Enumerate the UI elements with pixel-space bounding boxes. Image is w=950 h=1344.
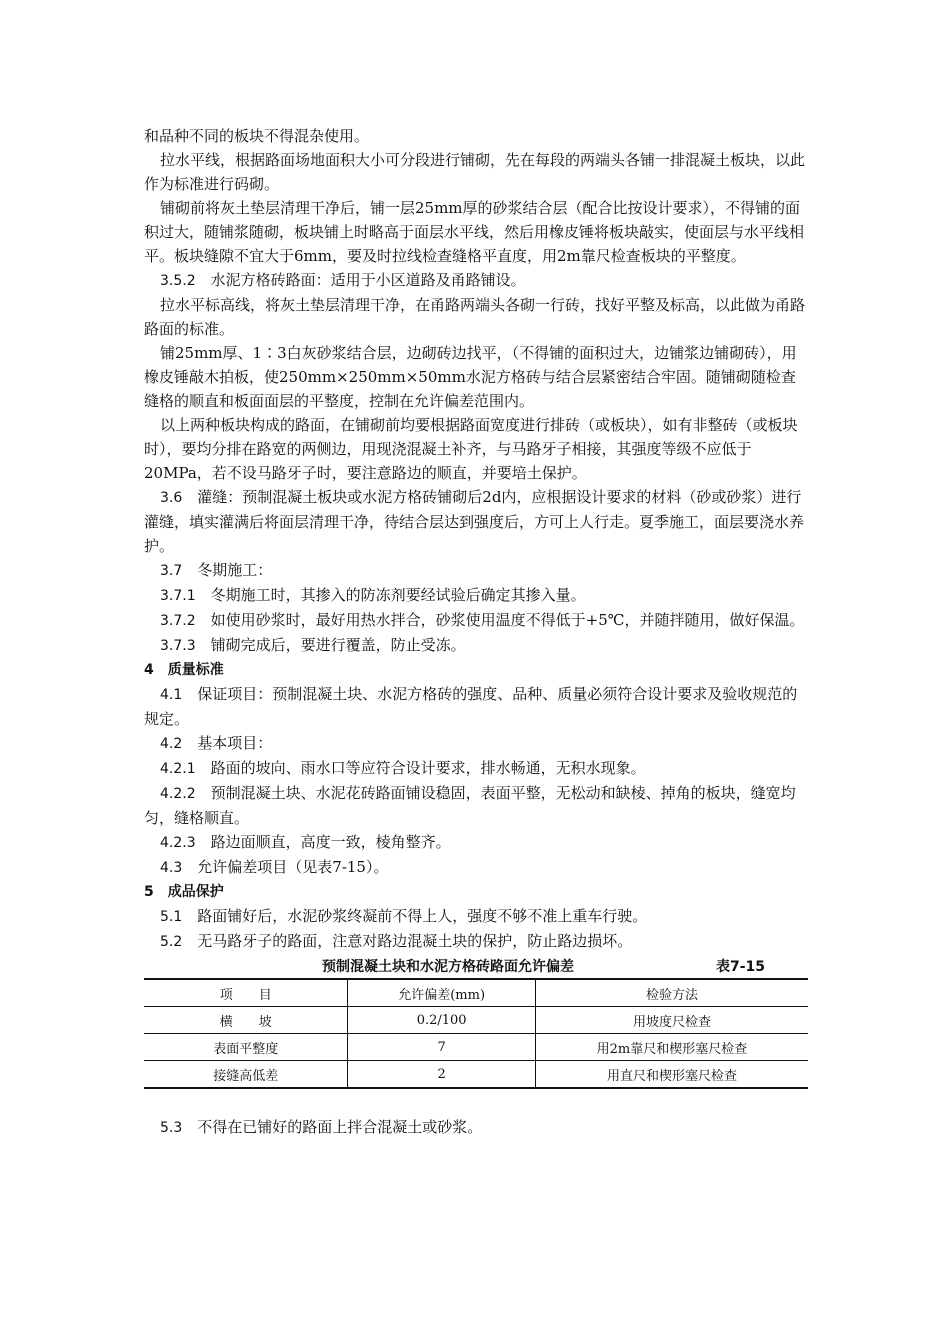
section-3-6: 3.6 灌缝：预制混凝土板块或水泥方格砖铺砌后2d内，应根据设计要求的材料（砂或砂浆）进行灌缝，填实灌满后将面层清理干净，待结合层达到强度后，方可上人行走。夏季施工，面层要浇水养护。 [144,488,805,555]
document-page [144,124,808,1140]
cell-item: 接缝高低差 [144,1061,348,1089]
table-caption [144,956,808,978]
section-4-1: 4.1 保证项目：预制混凝土块、水泥方格砖的强度、品种、质量必须符合设计要求及验收规范的规定。 [144,685,798,728]
table-row [144,1061,808,1089]
table-row [144,1007,808,1034]
paragraph: 以上两种板块构成的路面，在铺砌前均要根据路面宽度进行排砖（或板块），如有非整砖（或板块时），要均分排在路宽的两侧边，用现浇混凝土补齐，与马路牙子相接，其强度等级不应低于20MPa，若不设马路牙子时，要注意路边的顺直，并要培土保护。 [144,416,798,482]
header-method: 检验方法 [535,979,808,1007]
paragraph: 铺25mm厚、1∶3白灰砂浆结合层，边砌砖边找平，（不得铺的面积过大，边铺浆边铺砌砖），用橡皮锤敲木拍板，使250mm×250mm×50mm水泥方格砖与结合层紧密结合牢固。随铺砌随检查缝格的顺直和板面面层的平整度，控制在允许偏差范围内。 [144,344,797,410]
cell-method: 用直尺和楔形塞尺检查 [535,1061,808,1089]
cell-tolerance: 0.2/100 [348,1007,536,1034]
section-3-7: 3.7 冬期施工： [160,561,273,579]
section-4-2-3: 4.2.3 路边面顺直，高度一致，棱角整齐。 [160,833,451,851]
paragraph: 拉水平线，根据路面场地面积大小可分段进行铺砌，先在每段的两端头各铺一排混凝土板块，以此作为标准进行码砌。 [144,151,806,193]
cell-method: 用坡度尺检查 [535,1007,808,1034]
cell-item: 横 坡 [144,1007,348,1034]
cell-tolerance: 2 [348,1061,536,1089]
section-3-7-3: 3.7.3 铺砌完成后，要进行覆盖，防止受冻。 [160,636,466,654]
table-row [144,1034,808,1061]
heading-product-protection: 5 成品保护 [144,884,224,900]
paragraph: 铺砌前将灰土垫层清理干净后，铺一层25mm厚的砂浆结合层（配合比按设计要求），不得铺的面积过大，随铺浆随砌，板块铺上时略高于面层水平线，然后用橡皮锤将板块敲实，使面层与水平线相平。板块缝隙不宜大于6mm，要及时拉线检查缝格平直度，用2m靠尺检查板块的平整度。 [144,199,805,265]
paragraph: 和品种不同的板块不得混杂使用。 [144,127,370,145]
section-3-7-2: 3.7.2 如使用砂浆时，最好用热水拌合，砂浆使用温度不得低于+5℃，并随拌随用，做好保温。 [160,611,805,629]
section-4-2-2: 4.2.2 预制混凝土块、水泥花砖路面铺设稳固，表面平整，无松动和缺棱、掉角的板块，缝宽均匀，缝格顺直。 [144,784,796,827]
table-number: 表7-15 [716,959,766,975]
section-5-1: 5.1 路面铺好后，水泥砂浆终凝前不得上人，强度不够不准上重车行驶。 [160,907,648,925]
header-item: 项 目 [144,979,348,1007]
header-tolerance: 允许偏差(mm) [348,979,536,1007]
cell-method: 用2m靠尺和楔形塞尺检查 [535,1034,808,1061]
section-4-2: 4.2 基本项目： [160,734,273,752]
table-header-row [144,979,808,1007]
cell-tolerance: 7 [348,1034,536,1061]
section-4-3: 4.3 允许偏差项目（见表7-15）。 [160,858,389,876]
section-3-5-2: 3.5.2 水泥方格砖路面：适用于小区道路及甬路铺设。 [160,271,526,289]
table-title: 预制混凝土块和水泥方格砖路面允许偏差 [322,959,574,975]
heading-quality-standard: 4 质量标准 [144,662,224,678]
section-4-2-1: 4.2.1 路面的坡向、雨水口等应符合设计要求，排水畅通，无积水现象。 [160,759,646,777]
paragraph: 拉水平标高线，将灰土垫层清理干净，在甬路两端头各砌一行砖，找好平整及标高，以此做为甬路路面的标准。 [144,296,806,338]
section-5-2: 5.2 无马路牙子的路面，注意对路边混凝土块的保护，防止路边损坏。 [160,932,633,950]
cell-item: 表面平整度 [144,1034,348,1061]
tolerance-table [144,978,808,1089]
section-5-3: 5.3 不得在已铺好的路面上拌合混凝土或砂浆。 [160,1118,483,1136]
section-3-7-1: 3.7.1 冬期施工时，其掺入的防冻剂要经试验后确定其掺入量。 [160,586,586,604]
